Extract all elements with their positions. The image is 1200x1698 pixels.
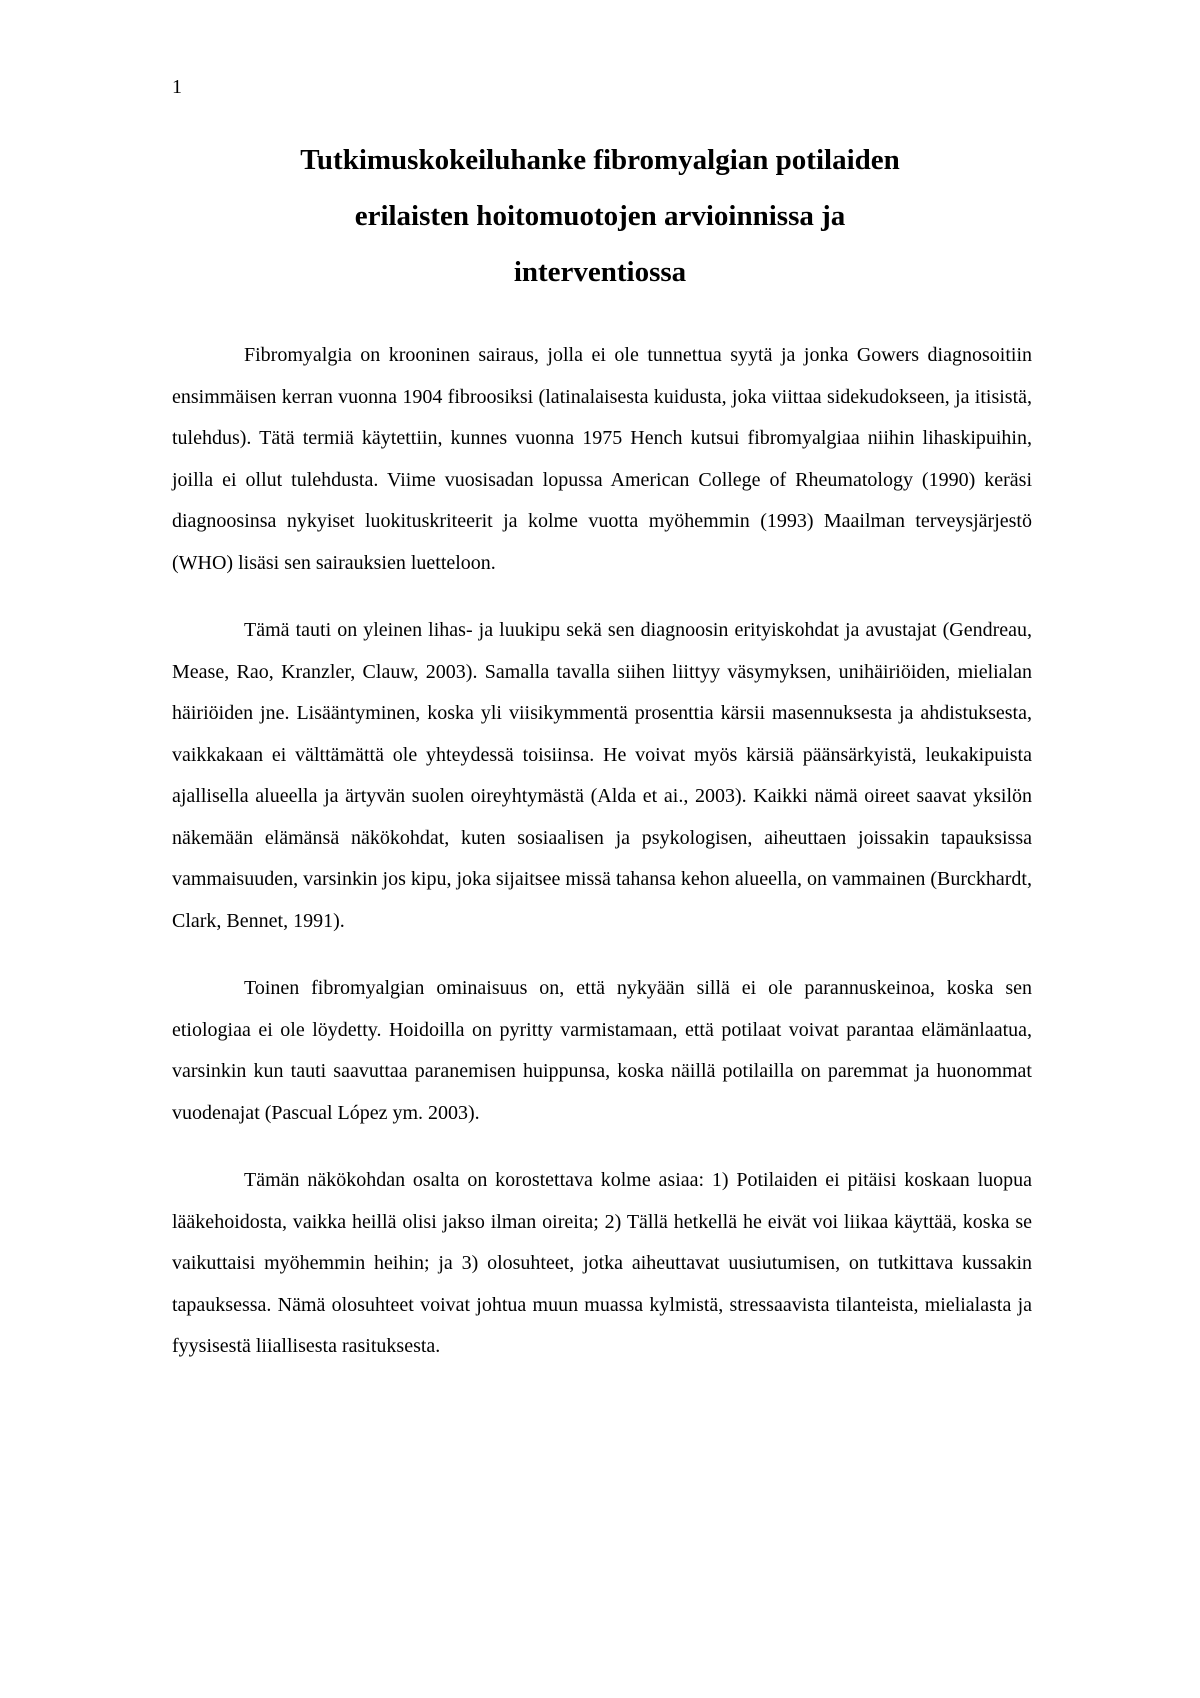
- page-number: 1: [172, 76, 182, 98]
- title-line: erilaisten hoitomuotojen arvioinnissa ja: [354, 200, 846, 232]
- paragraph-key-points: Tämän näkökohdan osalta on korostettava kolme asiaa: 1) Potilaiden ei pitäisi koskaan luopua lääkehoidosta, vaikka heillä olisi jakso ilman oireita; 2) Tällä hetkellä he eivät voi liikaa käyttää, koska se vaikuttaisi myöhemmin heihin; ja 3) olosuhteet, jotka aiheuttavat uusiutumisen, on tutkittava kussakin tapauksessa. Nämä olosuhteet voivat johtua muun muassa kylmistä, stressaavista tilanteista, mielialasta ja fyysisestä liiallisesta rasituksesta.: [172, 1169, 1032, 1357]
- paragraph-definition: Fibromyalgia on krooninen sairaus, jolla ei ole tunnettua syytä ja jonka Gowers diagnosoitiin ensimmäisen kerran vuonna 1904 fibroosiksi (latinalaisesta kuidusta, joka viittaa sidekudokseen, ja itisistä, tulehdus). Tätä termiä käytettiin, kunnes vuonna 1975 Hench kutsui fibromyalgiaa niihin lihaskipuihin, joilla ei ollut tulehdusta. Viime vuosisadan lopussa American College of Rheumatology (1990) keräsi diagnoosinsa nykyiset luokituskriteerit ja kolme vuotta myöhemmin (1993) Maailman terveysjärjestö (WHO) lisäsi sen sairauksien luetteloon.: [172, 344, 1032, 574]
- document-title: [160, 132, 1040, 300]
- title-line: interventiossa: [513, 256, 687, 288]
- paragraph-symptoms: Tämä tauti on yleinen lihas- ja luukipu sekä sen diagnoosin erityiskohdat ja avustajat (Gendreau, Mease, Rao, Kranzler, Clauw, 2003). Samalla tavalla siihen liittyy väsymyksen, unihäiriöiden, mielialan häiriöiden jne. Lisääntyminen, koska yli viisikymmentä prosenttia kärsii masennuksesta ja ahdistuksesta, vaikkakaan ei välttämättä ole yhteydessä toisiinsa. He voivat myös kärsiä päänsärkyistä, leukakipuista ajallisella alueella ja ärtyvän suolen oireyhtymästä (Alda et ai., 2003). Kaikki nämä oireet saavat yksilön näkemään elämänsä näkökohdat, kuten sosiaalisen ja psykologisen, aiheuttaen joissakin tapauksissa vammaisuuden, varsinkin jos kipu, joka sijaitsee missä tahansa kehon alueella, on vammainen (Burckhardt, Clark, Bennet, 1991).: [172, 619, 1032, 932]
- document-body: [172, 335, 1032, 1394]
- paragraph-treatment: Toinen fibromyalgian ominaisuus on, että nykyään sillä ei ole parannuskeinoa, koska sen etiologiaa ei ole löydetty. Hoidoilla on pyritty varmistamaan, että potilaat voivat parantaa elämänlaatua, varsinkin kun tauti saavuttaa paranemisen huippunsa, koska näillä potilailla on paremmat ja huonommat vuodenajat (Pascual López ym. 2003).: [172, 977, 1032, 1124]
- title-line: Tutkimuskokeiluhanke fibromyalgian potilaiden: [300, 144, 900, 176]
